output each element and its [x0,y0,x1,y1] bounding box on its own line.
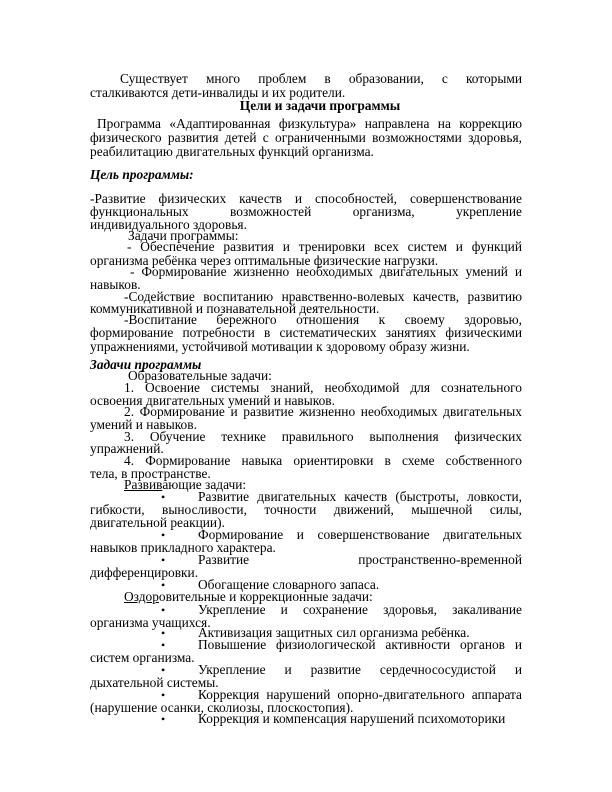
tasks-intro: Задачи программы: [128,228,239,243]
edu-item-2-line-2: умений и навыков. [90,417,197,432]
section-title: Цели и задачи программы [239,98,401,113]
edu-item-4-line-2: тела, в пространстве. [90,466,211,481]
health-item-1-line-2: организма учащихся. [90,615,211,630]
program-line-3: реабилитацию двигательных функций организма. [90,144,374,159]
task-item-3-line-1: -Содействие воспитанию нравственно-волевых качеств, развитию [124,289,522,304]
goal-line-3: индивидуального здоровья. [90,217,247,232]
task-item-4-line-3: упражнениями, устойчивой мотивации к здоровому образу жизни. [90,339,470,354]
dev-item-2-line-2: навыков прикладного характера. [90,540,276,555]
health-item-5-line-1: Коррекция нарушений опорно-двигательного аппарата [198,687,522,702]
dev-item-2-line-1: Формирование и совершенствование двигательных [198,527,522,542]
health-item-3-line-2: систем организма. [90,650,195,665]
edu-item-1-line-2: освоения двигательных умений и навыков. [90,393,335,408]
edu-item-3-line-1: 3. Обучение технике правильного выполнения физических [124,429,522,444]
bullet-icon: • [161,688,166,702]
bullet-icon: • [161,712,166,726]
health-item-4-line-2: дыхательной системы. [90,675,219,690]
edu-item-3-line-2: упражнений. [90,441,164,456]
intro-line-1: Существует много проблем в образовании, с которыми [120,71,522,86]
task-item-2-line-2: навыков. [90,277,141,292]
task-item-1-line-2: организма ребёнка через оптимальные физические нагрузки. [90,253,439,268]
health-item-5-line-2: (нарушение осанки, сколиозы, плоскостопия). [90,700,354,715]
edu-item-1-line-1: 1. Освоение системы знаний, необходимой для сознательного [124,380,522,395]
health-item-4-line-1: Укрепление и развитие сердечнососудистой и [198,662,522,677]
developing-label-rest: ающие задачи: [162,477,247,492]
edu-item-2-line-1: 2. Формирование и развитие жизненно необходимых двигательных [124,404,522,419]
edu-item-4-line-1: 4. Формирование навыка ориентировки в схеме собственного [124,453,522,468]
dev-item-1-line-3: двигательной реакции). [90,515,225,530]
dev-item-4-line-1: Обогащение словарного запаса. [198,577,380,592]
health-item-1-line-1: Укрепление и сохранение здоровья, закаливание [198,602,522,617]
task-item-4-line-1: -Воспитание бережного отношения к своему здоровью, [124,312,522,327]
task-item-2-line-1: - Формирование жизненно необходимых двигательных умений и [130,264,522,279]
task-item-1-line-1: - Обеспечение развития и тренировки всех систем и функций [127,239,522,254]
bullet-icon: • [161,626,166,640]
dev-item-3-line-2: дифференцировки. [90,565,199,580]
bullet-icon: • [161,553,166,567]
bullet-icon: • [161,638,166,652]
dev-item-1-line-2: гибкости, выносливости, точности движений, мышечной силы, [90,502,522,517]
educational-label: Образовательные задачи: [128,368,272,383]
bullet-icon: • [161,528,166,542]
bullet-icon: • [161,578,166,592]
goal-line-1: -Развитие физических качеств и способностей, совершенствование [90,191,522,206]
health-label-underlined: Оздор [124,589,159,604]
task-item-3-line-2: коммуникативной и познавательной деятельности. [90,301,380,316]
program-line-1: Программа «Адаптированная физкультура» направлена на коррекцию [97,116,522,131]
intro-line-2: сталкиваются дети-инвалиды и их родители. [90,85,346,100]
health-label-rest: овительные и коррекционные задачи: [158,589,373,604]
developing-label-underlined: Развив [124,477,163,492]
bullet-icon: • [161,603,166,617]
dev-item-1-line-1: Развитие двигательных качеств (быстроты, ловкости, [198,489,522,504]
task-item-4-line-2: формирование потребности в систематических занятиях физическими [90,325,522,340]
bullet-icon: • [161,490,166,504]
bullet-icon: • [161,663,166,677]
goal-heading: Цель программы: [90,167,194,182]
health-item-6-line-1: Коррекция и компенсация нарушений психомоторики [198,711,506,726]
dev-item-3-line-1: Развитие пространственно-временной [198,552,522,567]
goal-line-2: функциональных возможностей организма, укрепление [90,204,522,219]
health-item-3-line-1: Повышение физиологической активности органов и [198,637,522,652]
health-item-2-line-1: Активизация защитных сил организма ребёнка. [198,625,470,640]
program-line-2: физического развития детей с ограниченными возможностями здоровья, [90,130,522,145]
tasks-heading: Задачи программы [90,357,202,372]
